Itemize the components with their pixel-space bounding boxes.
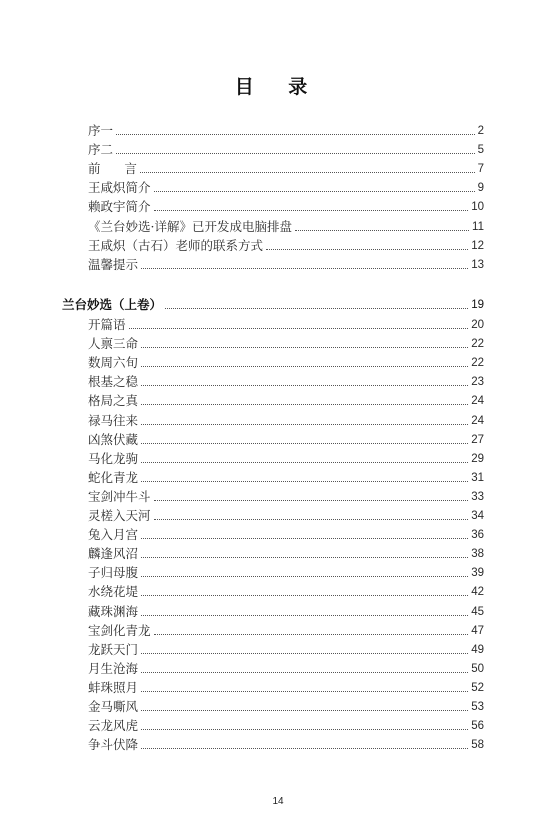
toc-entry-page: 38 bbox=[471, 548, 484, 561]
toc-entry[interactable] bbox=[88, 603, 484, 621]
toc-entry[interactable] bbox=[88, 736, 484, 754]
toc-leader-dots bbox=[295, 230, 469, 231]
toc-entry[interactable] bbox=[88, 698, 484, 716]
toc-entry-page: 29 bbox=[471, 452, 484, 465]
toc-entry-label: 云龙风虎 bbox=[88, 718, 139, 734]
toc-section-page: 19 bbox=[471, 299, 484, 311]
toc-entry-page: 45 bbox=[471, 605, 484, 618]
toc-leader-dots bbox=[154, 500, 469, 501]
toc-entry[interactable] bbox=[88, 564, 484, 582]
toc-entry-page: 42 bbox=[471, 586, 484, 599]
toc-entry-label: 水绕花堤 bbox=[88, 584, 139, 600]
toc-entry-page: 56 bbox=[471, 720, 484, 733]
toc-entry-label: 王咸炽（古石）老师的联系方式 bbox=[88, 237, 264, 253]
toc-entry[interactable] bbox=[88, 141, 484, 159]
toc-leader-dots bbox=[141, 385, 468, 386]
toc-entry[interactable] bbox=[88, 679, 484, 697]
toc-entry-page: 27 bbox=[471, 433, 484, 446]
toc-entry-page: 36 bbox=[471, 529, 484, 542]
toc-entry[interactable] bbox=[88, 641, 484, 659]
toc-entry-page: 34 bbox=[471, 510, 484, 522]
toc-entry[interactable] bbox=[88, 717, 484, 735]
toc-leader-dots bbox=[141, 615, 468, 616]
toc-entry[interactable] bbox=[88, 256, 484, 274]
toc-leader-dots bbox=[141, 443, 468, 444]
toc-entry[interactable] bbox=[88, 622, 484, 640]
toc-entry-label: 凶煞伏藏 bbox=[88, 431, 139, 447]
toc-leader-dots bbox=[266, 249, 468, 250]
toc-entry[interactable] bbox=[88, 392, 484, 410]
toc-entry-page: 22 bbox=[471, 338, 484, 351]
toc-leader-dots bbox=[141, 538, 468, 539]
toc-entry-page: 7 bbox=[477, 163, 484, 176]
toc-entry[interactable] bbox=[88, 583, 484, 601]
toc-leader-dots bbox=[129, 328, 469, 329]
toc-leader-dots bbox=[141, 424, 468, 425]
toc-leader-dots bbox=[154, 191, 475, 192]
toc-entry-page: 47 bbox=[471, 624, 484, 637]
toc-entry[interactable] bbox=[88, 412, 484, 430]
toc-leader-dots bbox=[141, 710, 468, 711]
toc-leader-dots bbox=[141, 268, 468, 269]
toc-entry-label: 温馨提示 bbox=[88, 256, 139, 272]
toc-entry[interactable] bbox=[88, 450, 484, 468]
toc-entry-page: 11 bbox=[472, 220, 484, 233]
toc-entry[interactable] bbox=[88, 179, 484, 197]
toc-entry-page: 23 bbox=[471, 376, 484, 389]
toc-leader-dots bbox=[141, 347, 468, 348]
toc-entry-label: 宝剑冲牛斗 bbox=[88, 488, 151, 504]
toc-leader-dots bbox=[154, 519, 469, 520]
toc-entry-page: 20 bbox=[471, 319, 484, 331]
toc-entry-label: 赖政宇简介 bbox=[88, 199, 151, 215]
page-title: 目 录 bbox=[234, 76, 322, 98]
toc-entry-page: 52 bbox=[471, 681, 484, 694]
toc-section-heading[interactable] bbox=[62, 296, 484, 314]
toc-entry-label: 月生沧海 bbox=[88, 660, 139, 676]
toc-entry-page: 24 bbox=[471, 414, 484, 427]
toc-entry-label: 金马嘶风 bbox=[88, 699, 139, 714]
toc-entry-label: 人禀三命 bbox=[88, 336, 139, 352]
toc-entry-label: 灵槎入天河 bbox=[88, 508, 151, 523]
toc-entry-label: 王咸炽简介 bbox=[88, 180, 151, 196]
toc-leader-dots bbox=[141, 557, 468, 558]
toc-entry[interactable] bbox=[88, 488, 484, 506]
toc-section-label: 兰台妙选（上卷） bbox=[62, 297, 163, 312]
toc-leader-dots bbox=[141, 404, 468, 405]
toc-leader-dots bbox=[141, 653, 468, 654]
toc-entry-page: 5 bbox=[477, 144, 484, 157]
toc-entry-label: 禄马往来 bbox=[88, 412, 139, 428]
toc-entry-label: 子归母腹 bbox=[88, 565, 139, 581]
toc-leader-dots bbox=[154, 634, 469, 635]
toc-entry-label: 序二 bbox=[88, 142, 114, 158]
toc-entry[interactable] bbox=[88, 660, 484, 678]
toc-leader-dots bbox=[141, 672, 468, 673]
toc-entry-label: 数周六旬 bbox=[88, 355, 139, 371]
toc-entry[interactable] bbox=[88, 237, 484, 255]
toc-leader-dots bbox=[165, 308, 468, 309]
toc-leader-dots bbox=[141, 748, 468, 749]
toc-entry[interactable] bbox=[88, 526, 484, 544]
toc-entry-page: 9 bbox=[477, 182, 484, 195]
toc-entry[interactable] bbox=[88, 431, 484, 449]
toc-entry[interactable] bbox=[88, 198, 484, 216]
toc-entry-label: 龙跃天门 bbox=[88, 641, 139, 657]
toc-entry-label: 前 言 bbox=[88, 161, 137, 177]
toc-entry-page: 2 bbox=[477, 125, 484, 137]
toc-leader-dots bbox=[116, 134, 475, 135]
toc-entry-page: 10 bbox=[471, 201, 484, 214]
toc-leader-dots bbox=[154, 210, 469, 211]
toc-entry[interactable] bbox=[88, 469, 484, 487]
toc-entry-label: 《兰台妙选·详解》已开发成电脑排盘 bbox=[88, 218, 292, 234]
toc-entry[interactable] bbox=[88, 507, 484, 525]
toc-entry-label: 马化龙驹 bbox=[88, 450, 139, 466]
toc-entry-page: 12 bbox=[471, 239, 484, 252]
toc-entry[interactable] bbox=[88, 218, 484, 236]
toc-entry-page: 31 bbox=[471, 471, 484, 484]
toc-entry-label: 藏珠渊海 bbox=[88, 603, 139, 619]
toc-entry-page: 33 bbox=[471, 490, 484, 503]
toc-entry-label: 开篇语 bbox=[88, 317, 126, 332]
toc-entry-label: 争斗伏降 bbox=[88, 737, 139, 753]
toc-entry-page: 39 bbox=[471, 567, 484, 580]
toc-entry[interactable] bbox=[88, 316, 484, 334]
toc-entry-label: 序一 bbox=[88, 123, 114, 138]
toc-entry-page: 49 bbox=[471, 643, 484, 656]
toc-entry[interactable] bbox=[88, 335, 484, 353]
toc-leader-dots bbox=[141, 481, 468, 482]
toc-entry-label: 蚌珠照月 bbox=[88, 679, 139, 695]
toc-leader-dots bbox=[141, 729, 468, 730]
toc-entry-label: 根基之稳 bbox=[88, 374, 139, 390]
toc-entry-page: 53 bbox=[471, 701, 484, 713]
toc-entry-label: 麟逢风沼 bbox=[88, 546, 139, 562]
toc-entry-page: 58 bbox=[471, 739, 484, 752]
toc-entry-page: 24 bbox=[471, 395, 484, 408]
toc-entry-page: 50 bbox=[471, 662, 484, 675]
toc-entry-page: 22 bbox=[471, 357, 484, 370]
toc-leader-dots bbox=[141, 366, 468, 367]
toc-leader-dots bbox=[141, 462, 468, 463]
page-number: 14 bbox=[272, 796, 284, 807]
toc-leader-dots bbox=[116, 153, 475, 154]
toc-entry-label: 蛇化青龙 bbox=[88, 469, 139, 485]
toc-leader-dots bbox=[140, 172, 475, 173]
toc-entry[interactable] bbox=[88, 160, 484, 178]
toc-entry[interactable] bbox=[88, 122, 484, 140]
toc-leader-dots bbox=[141, 576, 468, 577]
toc-entry-page: 13 bbox=[471, 258, 484, 271]
toc-leader-dots bbox=[141, 595, 468, 596]
toc-leader-dots bbox=[141, 691, 468, 692]
toc-entry[interactable] bbox=[88, 354, 484, 372]
toc-entry[interactable] bbox=[88, 545, 484, 563]
toc-entry-label: 宝剑化青龙 bbox=[88, 622, 151, 638]
toc-entry-label: 兔入月宫 bbox=[88, 527, 139, 543]
toc-entry-label: 格局之真 bbox=[88, 393, 139, 409]
toc-entry[interactable] bbox=[88, 373, 484, 391]
